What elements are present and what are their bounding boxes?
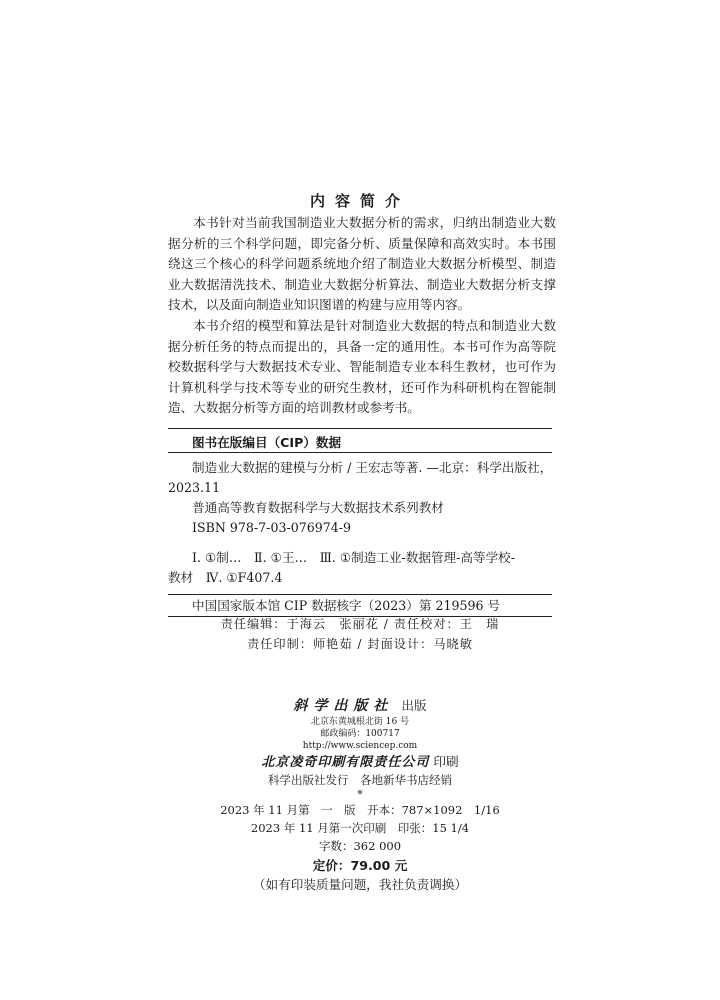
separator-star: * <box>357 788 363 801</box>
quality-notice: （如有印装质量问题，我社负责调换） <box>252 877 468 892</box>
cip-heading-rule <box>168 452 552 453</box>
publisher-postcode: 邮政编码：100717 <box>320 729 400 739</box>
cip-isbn: ISBN 978-7-03-076974-9 <box>192 520 352 535</box>
summary-paragraph-2: 本书介绍的模型和算法是针对制造业大数据的特点和制造业大数据分析任务的特点而提出的，具备一定的通用性。本书可作为高等院校数据科学与大数据技术专业、智能制造专业本科生教材，也可作为计算机科学与技术等专业的研究生教材，还可作为科研机构在智能制造、大数据分析等方面的培训教材或参考书。 <box>168 317 556 416</box>
publisher-name: 斜学出版社 <box>293 698 394 714</box>
publisher-action: 出版 <box>401 698 427 713</box>
publisher-line <box>0 695 720 715</box>
publisher-address: 北京东黄城根北街 16 号 <box>310 717 410 727</box>
printer-name: 北京凌奇印刷有限责任公司 <box>261 755 430 770</box>
word-count: 字数：362 000 <box>318 839 402 853</box>
printer-line <box>0 751 720 770</box>
publisher-website: http://www.sciencep.com <box>302 741 418 751</box>
summary-paragraph-1: 本书针对当前我国制造业大数据分析的需求，归纳出制造业大数据分析的三个科学问题，即完备分析、质量保障和高效实时。本书围绕这三个核心的科学问题系统地介绍了制造业大数据分析模型、制造业大数据清洗技术、制造业大数据分析算法、制造业大数据分析支撑技术，以及面向制造业知识图谱的构建与应用等内容。 <box>168 215 556 313</box>
summary-title: 内容简介 <box>309 192 410 210</box>
summary-body <box>168 213 556 419</box>
cip-number: 中国国家版本馆 CIP 数据核字（2023）第 219596 号 <box>192 598 501 613</box>
cip-classification-line-1: Ⅰ. ①制… Ⅱ. ①王… Ⅲ. ①制造工业-数据管理-高等学校- <box>192 550 516 565</box>
credits-line-1: 责任编辑：于海云 张丽花 / 责任校对：王 瑞 <box>220 617 500 631</box>
edition-line: 2023 年 11 月第 一 版 开本：787×1092 1/16 <box>220 803 500 817</box>
credits-line-2: 责任印制：师艳茹 / 封面设计：马晓敏 <box>247 637 473 651</box>
price: 定价：79.00 元 <box>312 858 408 873</box>
cip-number-block <box>168 596 552 616</box>
cip-heading: 图书在版编目（CIP）数据 <box>192 435 342 450</box>
cip-record-line-2: 2023.11 <box>168 480 221 495</box>
cip-record <box>168 458 552 538</box>
printer-action: 印刷 <box>433 754 459 769</box>
cip-classification <box>168 548 552 588</box>
cip-number-top-rule <box>168 594 552 595</box>
cip-record-line-1: 制造业大数据的建模与分析 / 王宏志等著. —北京：科学出版社， <box>192 460 553 475</box>
cip-classification-line-2: 教材 Ⅳ. ①F407.4 <box>168 570 283 585</box>
cip-series: 普通高等教育数据科学与大数据技术系列教材 <box>192 500 444 515</box>
printing-line: 2023 年 11 月第一次印刷 印张：15 1/4 <box>250 821 470 835</box>
distribution: 科学出版社发行 各地新华书店经销 <box>268 773 452 787</box>
cip-top-rule <box>168 428 552 429</box>
